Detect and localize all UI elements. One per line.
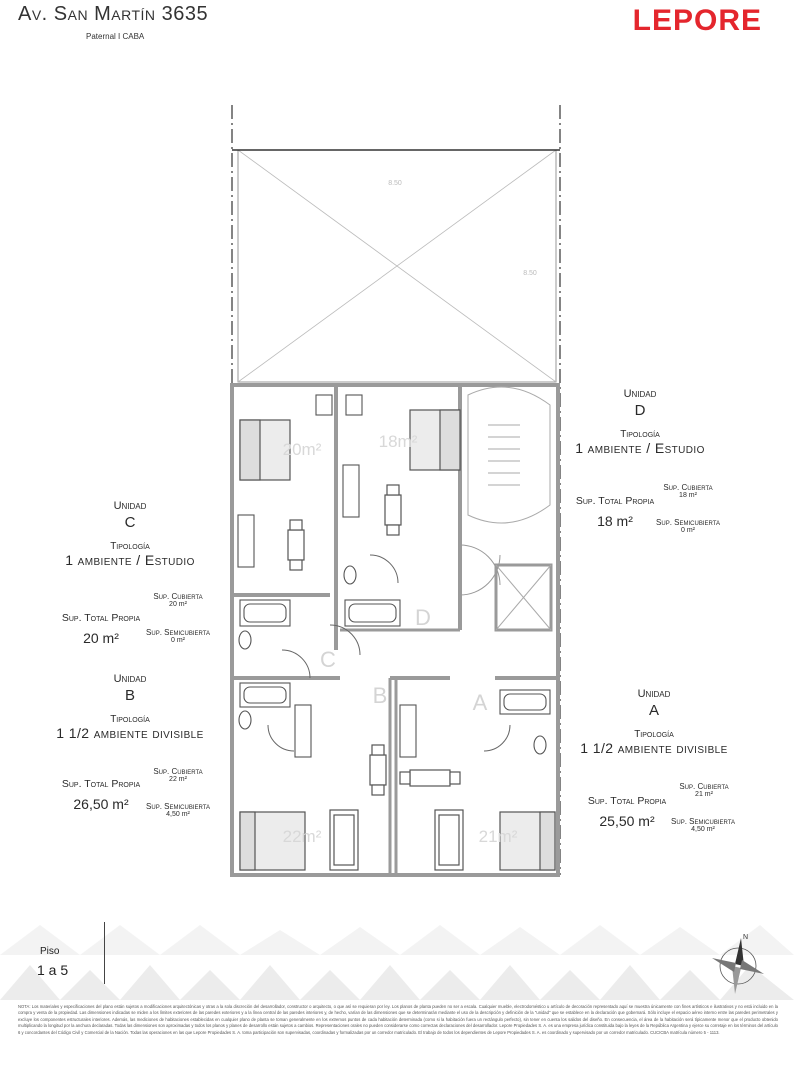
page-subtitle: Paternal I CABA [86, 32, 145, 41]
room-letter-c: C [320, 647, 336, 672]
unit-d-info [570, 388, 710, 456]
area-label-d: 18m² [378, 432, 418, 451]
tipologia-label: Tipología [620, 429, 660, 440]
semicubierta-value: 4,50 m² [166, 811, 190, 818]
sup-total-label: Sup. Total Propia [575, 495, 655, 507]
unit-letter: B [124, 687, 135, 704]
floor-label: Piso [40, 946, 60, 957]
area-label-a: 21m² [478, 827, 518, 846]
unit-a-cubierta [666, 782, 742, 798]
unit-b-info [52, 673, 208, 741]
terrace-width-label: 8.50 [388, 180, 402, 187]
unit-b-semicubierta [138, 802, 218, 818]
sup-total-label: Sup. Total Propia [61, 778, 141, 790]
unit-b-total [56, 778, 146, 812]
tipologia-label: Tipología [110, 541, 150, 552]
area-label-b: 22m² [282, 827, 322, 846]
cubierta-value: 18 m² [679, 492, 697, 499]
unit-c-total [58, 612, 144, 646]
sup-total-value: 18 m² [597, 513, 633, 529]
semicubierta-value: 0 m² [171, 637, 185, 644]
semicubierta-value: 4,50 m² [691, 826, 715, 833]
tipologia-label: Tipología [110, 714, 150, 725]
brand-logo: LEPORE [632, 4, 762, 37]
tipologia-value: 1 ambiente / Estudio [65, 552, 195, 568]
decorative-pattern [0, 915, 794, 1005]
unit-label: Unidad [113, 500, 147, 512]
divider [104, 922, 105, 984]
sup-total-value: 26,50 m² [73, 796, 129, 812]
semicubierta-label: Sup. Semicubierta [146, 628, 210, 637]
room-letter-b: B [372, 683, 388, 708]
unit-c-cubierta [140, 592, 216, 608]
unit-letter: A [648, 702, 659, 719]
tipologia-value: 1 1/2 ambiente divisible [56, 725, 204, 741]
compass-north-label: N [743, 934, 749, 941]
sup-total-label: Sup. Total Propia [587, 795, 667, 807]
dining-sets [288, 485, 460, 795]
unit-c-semicubierta [138, 628, 218, 644]
unit-label: Unidad [637, 688, 671, 700]
room-letter-d: D [415, 605, 431, 630]
sup-total-value: 20 m² [83, 630, 119, 646]
unit-d-cubierta [650, 483, 726, 499]
semicubierta-label: Sup. Semicubierta [671, 817, 735, 826]
page-title: Av. San Martín 3635 [18, 3, 209, 25]
cubierta-value: 20 m² [169, 601, 187, 608]
legal-note: NOTA: Los materiales y especificaciones del plano están sujetos a modificaciones arquitectónicas y otras a la sola discreción del desarrollador, constructor o arquitecto, o que así se requieran por ley. Los planos de planta pueden no ser a escala. Cualquier mueble, electrodoméstico u artículo de decoración representado aquí se muestra únicamente con fines artísticos e ilustrativos y no está incluido en la compra y venta de la propiedad. Las dimensiones indicadas se miden a los límites exteriores de las paredes exteriores y a la línea central de las paredes interiores y, de hecho, varían de las dimensiones que se determinarán mediante el uso de la descripción y definición de la "unidad" que se establece en la declaración que gobernará. Sólo incluye el espacio aéreo interno entre las paredes perimetrales y excluye los componentes estructurales interiores. Además, las mediciones de habitaciones establecidas en cualquier plano de planta se toman generalmente en los extremos puntos de cada habitación determinada (como si la habitación fuera un rectángulo perfecto), sin tener en cuenta los salidos del diseño. En consecuencia, el área de la habitación será típicamente menor que el producto obtenido multiplicando la longitud por la anchura declaradas. Todas las dimensiones son aproximadas y todos los planos y planes de desarrollo están sujetos a cambios. Representaciones orales no pueden considerarse como correctas declaraciones del desarrollador. Lepore Propiedades S. A. es una empresa jurídica constituida bajo la leyes de la República Argentina y ejerce su corretaje en los términos del artículo 6 y concordantes del Código Civil y Comercial de la Nación. Todas las operaciones en las que Lepore Propiedades S. A. toma participación son supervisadas, coordinadas y formalizadas por un corredor matriculado. El trabajo de todos los dependientes de Lepore Propiedades S. A. es coordinado y supervisado por un corredor matriculado. CUCICBA matrícula número 5 - 1113. [18, 1004, 778, 1035]
room-letter-a: A [472, 690, 488, 715]
north-arrow-compass-icon [708, 930, 768, 1000]
area-label-c: 20m² [282, 440, 322, 459]
cubierta-label: Sup. Cubierta [153, 592, 203, 601]
tipologia-label: Tipología [634, 729, 674, 740]
cubierta-value: 22 m² [169, 776, 187, 783]
unit-d-semicubierta [650, 518, 726, 534]
stair-core [460, 387, 551, 630]
cubierta-label: Sup. Cubierta [679, 782, 729, 791]
floor-plan [210, 105, 580, 885]
unit-a-total [582, 795, 672, 829]
unit-letter: C [124, 514, 136, 531]
semicubierta-label: Sup. Semicubierta [656, 518, 720, 527]
tipologia-value: 1 1/2 ambiente divisible [580, 740, 728, 756]
unit-b-cubierta [140, 767, 216, 783]
unit-a-semicubierta [662, 817, 744, 833]
sup-total-value: 25,50 m² [599, 813, 655, 829]
tipologia-value: 1 ambiente / Estudio [575, 440, 705, 456]
unit-d-total [572, 495, 658, 529]
unit-c-info [60, 500, 200, 568]
terrace-depth-label: 8.50 [523, 270, 537, 277]
cubierta-label: Sup. Cubierta [153, 767, 203, 776]
unit-a-info [576, 688, 732, 756]
cubierta-value: 21 m² [695, 791, 713, 798]
semicubierta-value: 0 m² [681, 527, 695, 534]
unit-label: Unidad [623, 388, 657, 400]
semicubierta-label: Sup. Semicubierta [146, 802, 210, 811]
floor-value: 1 a 5 [37, 962, 69, 978]
unit-letter: D [634, 402, 646, 419]
sup-total-label: Sup. Total Propia [61, 612, 141, 624]
unit-label: Unidad [113, 673, 147, 685]
cubierta-label: Sup. Cubierta [663, 483, 713, 492]
